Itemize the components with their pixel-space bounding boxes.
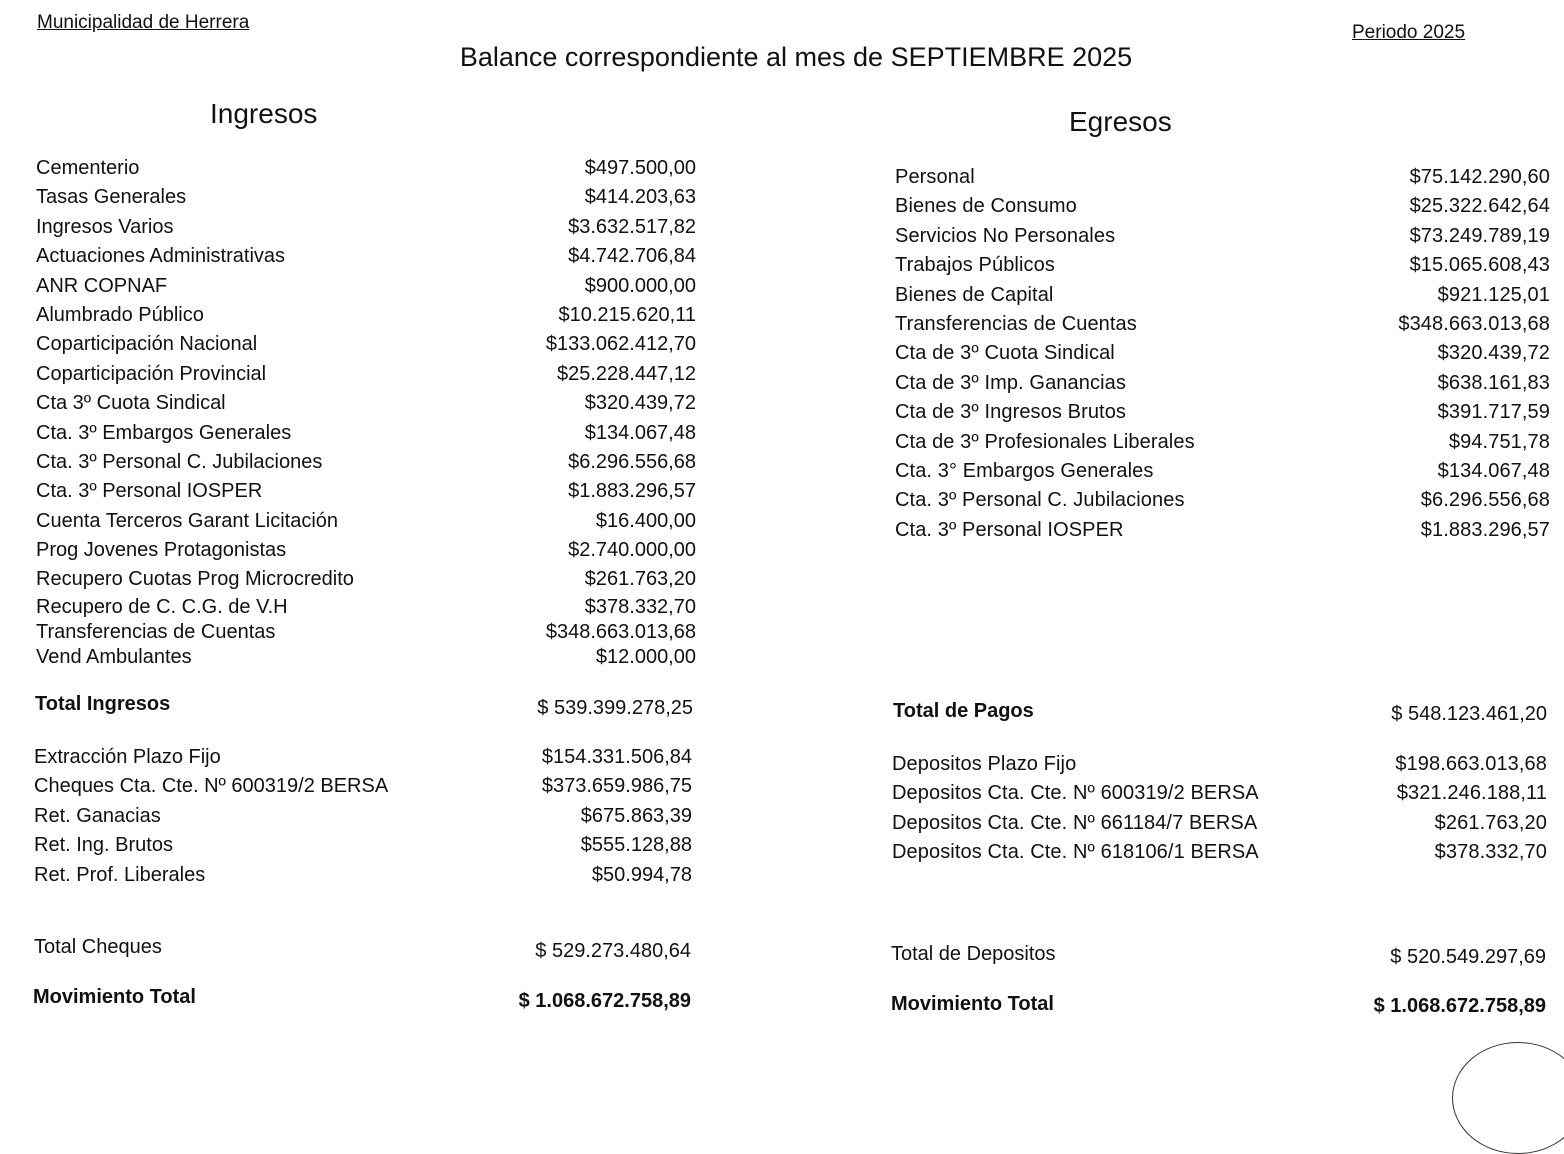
line-item-value: $414.203,63: [584, 186, 696, 209]
line-item: [895, 428, 1550, 457]
line-item-label: Transferencias de Cuentas: [895, 312, 1137, 335]
line-item-label: Cheques Cta. Cte. Nº 600319/2 BERSA: [34, 775, 389, 798]
line-item-value: $1.883.296,57: [568, 480, 696, 503]
ingresos-list: [36, 154, 696, 670]
line-item: [36, 595, 696, 620]
line-item: [895, 192, 1550, 221]
line-item: [36, 213, 696, 242]
line-item-value: $25.228.447,12: [556, 362, 696, 385]
egresos-list: [895, 163, 1550, 545]
line-item-label: Personal: [895, 166, 975, 188]
line-item-label: Cta. 3º Personal C. Jubilaciones: [895, 489, 1185, 512]
line-item-value: $373.659.986,75: [541, 775, 692, 798]
line-item-value: $497.500,00: [584, 157, 696, 179]
period-label: Periodo 2025: [1352, 22, 1466, 43]
line-item-label: Depositos Plazo Fijo: [892, 753, 1077, 775]
line-item-value: $6.296.556,68: [568, 450, 696, 473]
line-item-label: Cta de 3º Cuota Sindical: [895, 342, 1115, 365]
line-item: [36, 360, 696, 389]
line-item-value: $921.125,01: [1437, 283, 1550, 306]
line-item-value: $320.439,72: [1437, 342, 1550, 365]
line-item-value: $320.439,72: [584, 392, 696, 415]
line-item: [36, 272, 696, 301]
line-item-value: $348.663.013,68: [545, 620, 696, 643]
line-item: [895, 457, 1550, 486]
line-item-value: $378.332,70: [584, 595, 696, 618]
line-item-label: Alumbrado Público: [36, 303, 204, 326]
line-item-label: Depositos Cta. Cte. Nº 661184/7 BERSA: [892, 811, 1258, 834]
line-item-label: Cta de 3º Ingresos Brutos: [895, 401, 1127, 424]
line-item-label: Prog Jovenes Protagonistas: [36, 539, 287, 562]
line-item: [895, 339, 1550, 368]
line-item-value: $321.246.188,11: [1396, 782, 1547, 805]
line-item-label: Depositos Cta. Cte. Nº 600319/2 BERSA: [892, 782, 1259, 805]
line-item: [36, 389, 696, 418]
total-depositos-value: $ 520.549.297,69: [1390, 946, 1546, 968]
signature-mark: [1452, 1042, 1564, 1154]
line-item-label: Recupero de C. C.G. de V.H: [36, 595, 288, 618]
line-item: [895, 310, 1550, 339]
total-depositos-label: Total de Depositos: [891, 943, 1056, 965]
line-item: [895, 486, 1550, 515]
line-item: [34, 861, 692, 890]
line-item-value: $134.067,48: [1437, 459, 1550, 482]
line-item: [36, 419, 696, 448]
line-item-value: $15.065.608,43: [1409, 254, 1550, 277]
line-item: [892, 779, 1547, 808]
line-item-value: $75.142.290,60: [1409, 166, 1550, 188]
total-ingresos-label: Total Ingresos: [35, 693, 171, 715]
line-item: [36, 645, 696, 670]
line-item-label: Depositos Cta. Cte. Nº 618106/1 BERSA: [892, 841, 1259, 864]
line-item-value: $198.663.013,68: [1395, 753, 1547, 775]
line-item-label: Servicios No Personales: [895, 224, 1116, 247]
line-item: [36, 330, 696, 359]
movimiento-total-ingresos-value: $ 1.068.672.758,89: [518, 990, 691, 1012]
movimiento-total-egresos-value: $ 1.068.672.758,89: [1373, 995, 1546, 1017]
line-item-label: Tasas Generales: [36, 186, 187, 209]
line-item-value: $1.883.296,57: [1420, 518, 1550, 541]
line-item-value: $675.863,39: [580, 804, 692, 827]
line-item: [895, 398, 1550, 427]
line-item: [36, 183, 696, 212]
line-item-value: $378.332,70: [1434, 841, 1547, 864]
line-item: [36, 242, 696, 271]
line-item-label: Trabajos Públicos: [895, 254, 1055, 277]
line-item: [34, 831, 692, 860]
municipality-name: Municipalidad de Herrera: [37, 12, 250, 33]
line-item-label: Extracción Plazo Fijo: [34, 746, 221, 768]
line-item-label: Cta. 3° Embargos Generales: [895, 459, 1154, 482]
line-item-label: ANR COPNAF: [36, 274, 168, 297]
line-item: [895, 281, 1550, 310]
line-item: [34, 772, 692, 801]
line-item-value: $555.128,88: [580, 834, 692, 857]
line-item-label: Cta de 3º Profesionales Liberales: [895, 430, 1195, 453]
line-item: [895, 251, 1550, 280]
line-item: [895, 369, 1550, 398]
line-item-label: Ret. Prof. Liberales: [34, 863, 206, 886]
line-item: [895, 222, 1550, 251]
line-item: [36, 620, 696, 645]
line-item-label: Cta. 3º Personal IOSPER: [36, 480, 263, 503]
line-item-label: Vend Ambulantes: [36, 645, 192, 668]
page-title: Balance correspondiente al mes de SEPTIEMBRE 2025: [459, 42, 1133, 72]
line-item-label: Actuaciones Administrativas: [36, 245, 286, 268]
line-item: [34, 802, 692, 831]
line-item: [36, 507, 696, 536]
line-item-value: $638.161,83: [1437, 371, 1550, 394]
line-item-value: $2.740.000,00: [568, 539, 696, 562]
total-cheques-value: $ 529.273.480,64: [535, 940, 691, 962]
line-item-value: $261.763,20: [584, 568, 696, 591]
line-item-label: Cta. 3º Embargos Generales: [36, 421, 292, 444]
line-item: [36, 301, 696, 330]
line-item: [36, 536, 696, 565]
line-item-value: $133.062.412,70: [545, 333, 696, 356]
line-item: [36, 477, 696, 506]
line-item-value: $50.994,78: [591, 863, 692, 886]
total-cheques-label: Total Cheques: [34, 936, 162, 958]
line-item-value: $10.215.620,11: [558, 303, 696, 326]
line-item-value: $6.296.556,68: [1420, 489, 1550, 512]
line-item-label: Coparticipación Nacional: [36, 333, 258, 356]
ingresos-heading: Ingresos: [210, 98, 318, 129]
line-item-value: $900.000,00: [584, 274, 696, 297]
line-item-label: Cta 3º Cuota Sindical: [36, 392, 226, 415]
line-item-label: Ret. Ganacias: [34, 804, 161, 827]
ingresos-extra-list: [34, 743, 692, 890]
line-item: [892, 750, 1547, 779]
line-item: [895, 163, 1550, 192]
line-item-value: $3.632.517,82: [568, 215, 696, 238]
line-item: [895, 516, 1550, 545]
line-item-value: $4.742.706,84: [568, 245, 696, 268]
line-item-value: $25.322.642,64: [1409, 195, 1550, 218]
line-item: [892, 809, 1547, 838]
line-item-label: Recupero Cuotas Prog Microcredito: [36, 568, 354, 591]
movimiento-total-egresos-label: Movimiento Total: [891, 993, 1054, 1015]
line-item-value: $94.751,78: [1448, 430, 1550, 453]
line-item-label: Cta de 3º Imp. Ganancias: [895, 371, 1126, 394]
line-item-value: $134.067,48: [584, 421, 696, 444]
line-item: [36, 448, 696, 477]
line-item-label: Bienes de Consumo: [895, 195, 1077, 218]
line-item-label: Ingresos Varios: [36, 215, 174, 238]
line-item-value: $12.000,00: [595, 645, 696, 668]
egresos-heading: Egresos: [1069, 106, 1172, 137]
line-item-value: $261.763,20: [1434, 811, 1547, 834]
movimiento-total-ingresos-label: Movimiento Total: [33, 986, 196, 1008]
line-item-label: Cta. 3º Personal C. Jubilaciones: [36, 450, 323, 473]
line-item: [34, 743, 692, 772]
line-item-value: $16.400,00: [595, 509, 696, 532]
egresos-extra-list: [892, 750, 1547, 868]
line-item: [36, 565, 696, 594]
total-ingresos-value: $ 539.399.278,25: [537, 697, 693, 719]
line-item-label: Cuenta Terceros Garant Licitación: [36, 509, 339, 532]
line-item-value: $73.249.789,19: [1409, 224, 1550, 247]
line-item-label: Cta. 3º Personal IOSPER: [895, 518, 1124, 541]
line-item-value: $391.717,59: [1437, 401, 1550, 424]
line-item: [892, 838, 1547, 867]
line-item-label: Cementerio: [36, 157, 140, 179]
line-item-label: Ret. Ing. Brutos: [34, 834, 173, 857]
line-item-label: Transferencias de Cuentas: [36, 620, 276, 643]
line-item-label: Coparticipación Provincial: [36, 362, 267, 385]
total-pagos-label: Total de Pagos: [893, 700, 1034, 722]
line-item-label: Bienes de Capital: [895, 283, 1054, 306]
line-item-value: $348.663.013,68: [1398, 312, 1550, 335]
line-item-value: $154.331.506,84: [541, 746, 692, 768]
line-item: [36, 154, 696, 183]
total-pagos-value: $ 548.123.461,20: [1391, 703, 1547, 725]
